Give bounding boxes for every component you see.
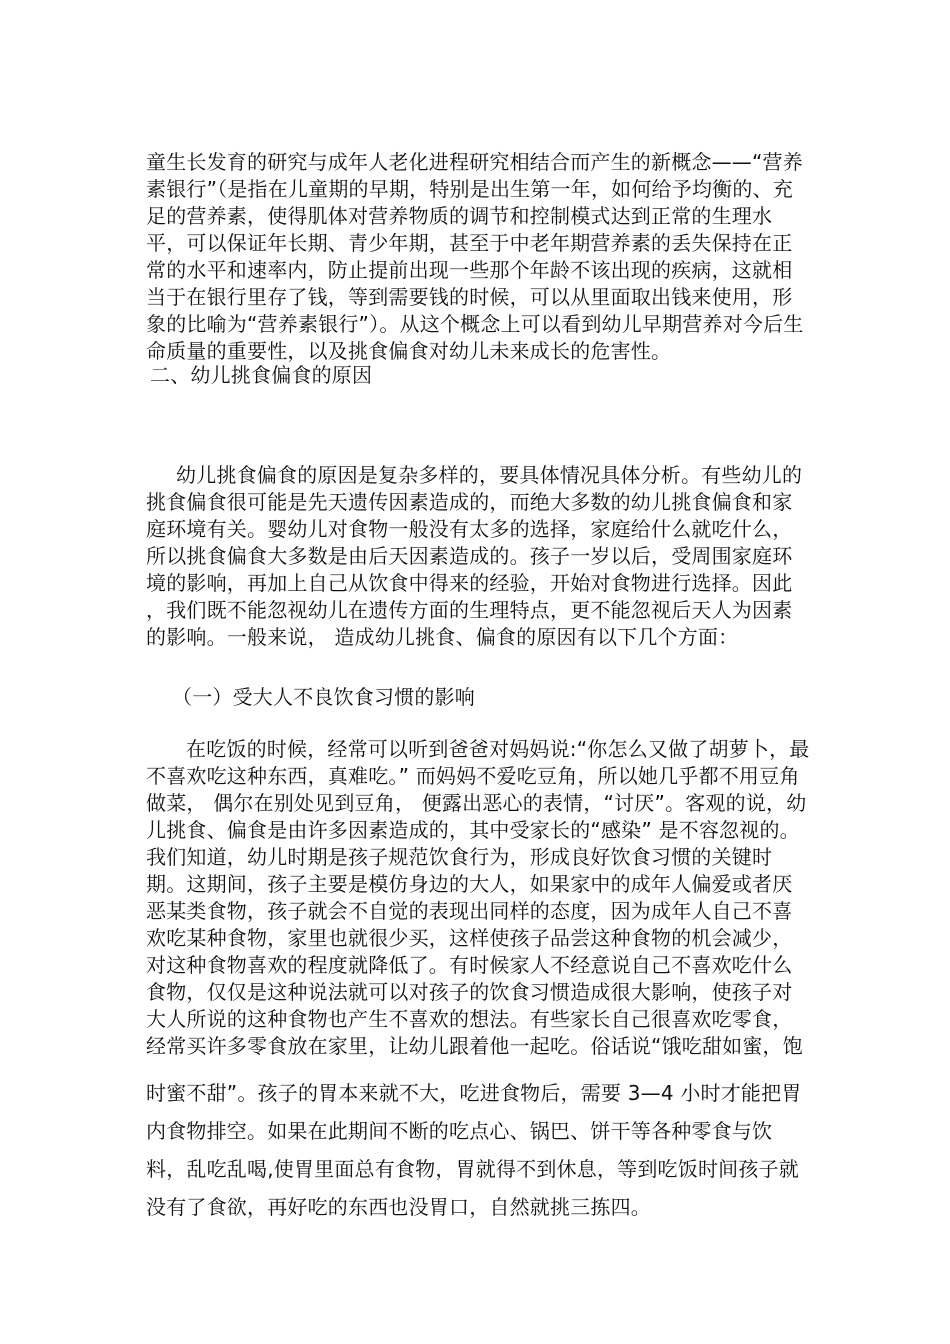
section-heading-causes: 二、幼儿挑食偏食的原因 <box>150 363 373 387</box>
paragraph-nutrient-bank: 童生长发育的研究与成年人老化进程研究相结合而产生的新概念——“营养素银行”（是指在儿童期的早期，特别是出生第一年，如何给予均衡的、充足的营养素，使得肌体对营养物质的调节和控制模式达到正常的生理水平，可以保证年长期、青少年期，甚至于中老年期营养素的丢失保持在正常的水平和速率内，防止提前出现一些那个年龄不该出现的疾病，这就相当于在银行里存了钱，等到需要钱的时候，可以从里面取出钱来使用，形象的比喻为“营养素银行”）。从这个概念上可以看到幼儿早期营养对今后生命质量的重要性，以及挑食偏食对幼儿未来成长的危害性。 <box>146 150 804 363</box>
paragraph-snacking: 时蜜不甜”。孩子的胃本来就不大，吃进食物后，需要 3—4 小时才能把胃内食物排空。如果在此期间不断的吃点心、锅巴、饼干等各种零食与饮料，乱吃乱喝,使胃里面总有食物，胃就得不到休息，等到吃饭时间孩子就没有了食欲，再好吃的东西也没胃口，自然就挑三拣四。 <box>146 1081 802 1219</box>
paragraph-adult-influence: 在吃饭的时候，经常可以听到爸爸对妈妈说:“你怎么又做了胡萝卜，最不喜欢吃这种东西，真难吃。” 而妈妈不爱吃豆角，所以她几乎都不用豆角做菜， 偶尔在别处见到豆角， 便露出恶心的表情，“讨厌”。客观的说，幼儿挑食、偏食是由许多因素造成的，其中受家长的“感染” 是不容忽视的。我们知道，幼儿时期是孩子规范饮食行为，形成良好饮食习惯的关键时期。这期间，孩子主要是模仿身边的大人，如果家中的成年人偏爱或者厌恶某类食物，孩子就会不自觉的表现出同样的态度，因为成年人自己不喜欢吃某种食物，家里也就很少买，这样使孩子品尝这种食物的机会减少，对这种食物喜欢的程度就降低了。有时候家人不经意说自己不喜欢吃什么食物，仅仅是这种说法就可以对孩子的饮食习惯造成很大影响，使孩子对大人所说的这种食物也产生不喜欢的想法。有些家长自己很喜欢吃零食，经常买许多零食放在家里，让幼儿跟着他一起吃。俗话说“饿吃甜如蜜，饱 <box>146 737 810 1058</box>
subheading-adult-habits: （一）受大人不良饮食习惯的影响 <box>172 685 475 709</box>
paragraph-causes-intro: 幼儿挑食偏食的原因是复杂多样的，要具体情况具体分析。有些幼儿的挑食偏食很可能是先天遗传因素造成的，而绝大多数的幼儿挑食偏食和家庭环境有关。婴幼儿对食物一般没有太多的选择，家庭给什么就吃什么，所以挑食偏食大多数是由后天因素造成的。孩子一岁以后，受周围家庭环境的影响，再加上自己从饮食中得来的经验，开始对食物进行选择。因此 ，我们既不能忽视幼儿在遗传方面的生理特点，更不能忽视后天人为因素的影响。一般来说， 造成幼儿挑食、偏食的原因有以下几个方面： <box>146 463 803 649</box>
